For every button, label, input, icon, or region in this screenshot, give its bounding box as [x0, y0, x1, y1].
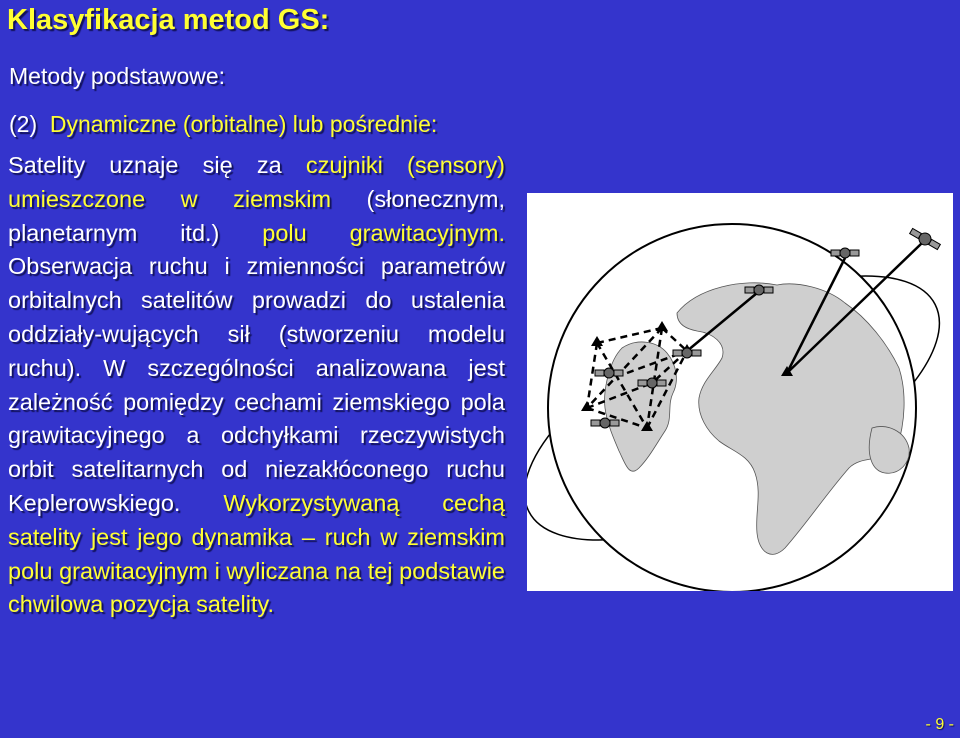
point-number: (2): [9, 111, 38, 137]
globe-satellites-figure: [527, 193, 953, 591]
body-part-5: Obserwacja ruchu i zmienności parametrów orbitalnych satelitów prowadzi do ustalenia oddziały-wujących sił (stworzeniu modelu ruchu). W szczególności analizowana jest zależność pomiędzy cechami ziemskiego pola grawitacyjnego a odchyłkami rzeczywistych orbit satelitarnych od niezakłóconego ruchu Keplerowskiego.: [8, 253, 505, 516]
slide-title: Klasyfikacja metod GS:: [7, 4, 330, 36]
body-part-1: Satelity uznaje się za: [8, 152, 306, 178]
subheading: Metody podstawowe:: [9, 63, 226, 89]
body-part-3: (słonecznym, planetarnym itd.): [8, 185, 505, 246]
body-part-6: Wykorzystywaną cechą satelity jest jego dynamika – ruch w ziemskim polu grawitacyjnym i wyliczana na tej podstawie chwilowa pozycja satelity.: [8, 489, 505, 618]
body-paragraph: [8, 149, 505, 622]
globe-satellites-icon: [527, 193, 953, 591]
page-number: - 9 -: [925, 716, 954, 733]
point-label: Dynamiczne (orbitalne) lub pośrednie:: [49, 111, 438, 137]
body-part-4: polu grawitacyjnym.: [262, 219, 505, 246]
point-heading: [9, 111, 437, 138]
body-part-2: czujniki (sensory) umieszczone w ziemskim: [8, 152, 505, 212]
